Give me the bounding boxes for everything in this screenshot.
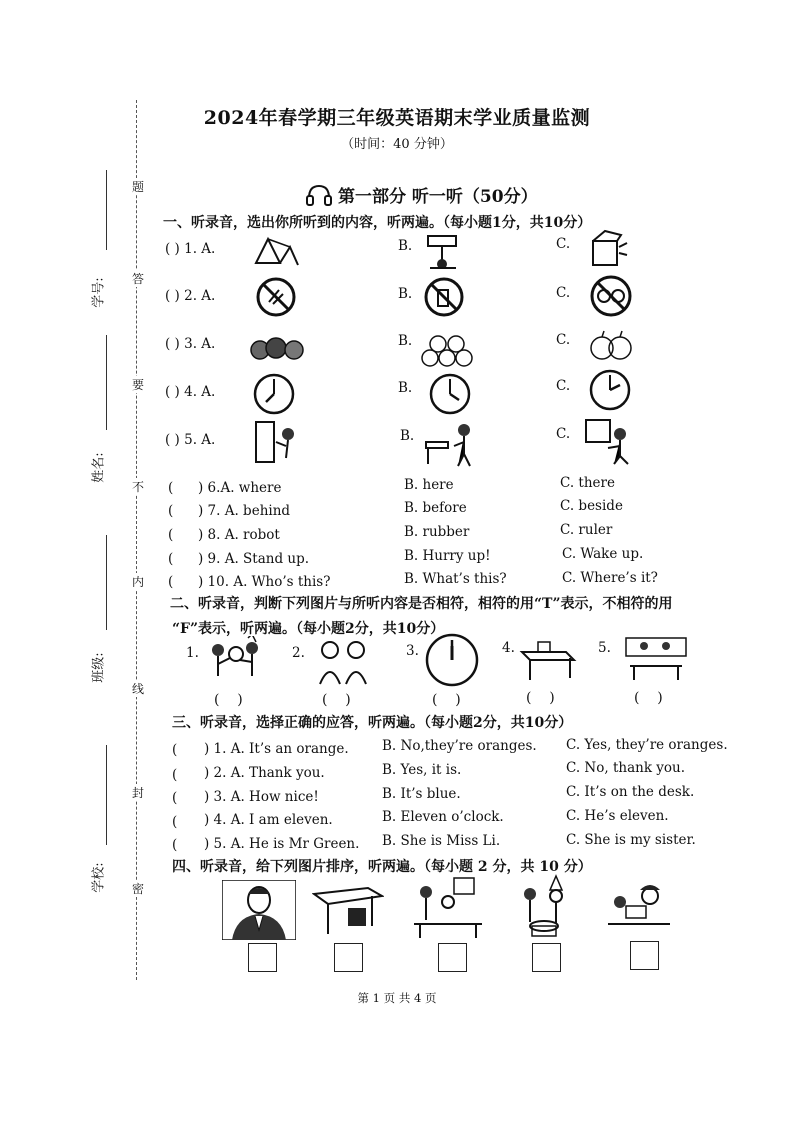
no-talking-sign	[588, 274, 634, 318]
s1-q5-b: B.	[400, 428, 415, 444]
s2-birthday-picture	[204, 636, 266, 688]
s1-q6-c: C. there	[560, 475, 615, 491]
section1-heading: 一、听录音，选出你所听到的内容，听两遍。（每小题1分，共10分）	[163, 215, 592, 231]
section2-heading-line2: “F”表示，听两遍。（每小题2分，共10分）	[172, 621, 445, 637]
s1-q8-b: B. rubber	[404, 524, 470, 540]
s1-q9-a: ) 9. A. Stand up.	[198, 551, 310, 567]
s3-q4-b: B. Eleven o’clock.	[382, 809, 504, 825]
s3-q4-paren[interactable]: (	[172, 814, 178, 830]
part1-title: 第一部分 听一听（50分）	[338, 187, 538, 207]
s1-q6-a: ) 6.A. where	[198, 480, 282, 496]
s1-q1-c: C.	[556, 236, 571, 252]
s1-q10-paren[interactable]: (	[168, 574, 174, 590]
s1-q5-c: C.	[556, 426, 571, 442]
s1-q2-b: B.	[398, 286, 413, 302]
s2-item2-num: 2.	[292, 645, 305, 661]
s1-q7-b: B. before	[404, 500, 467, 516]
s4-order-box-5[interactable]	[630, 941, 659, 970]
s2-item1-num: 1.	[186, 645, 199, 661]
fruits-picture	[250, 330, 306, 364]
s3-q5-paren[interactable]: (	[172, 837, 178, 853]
clock-c-picture	[588, 368, 632, 412]
s4-reading-picture	[604, 880, 674, 936]
s3-q2-b: B. Yes, it is.	[382, 762, 462, 778]
s3-q1-b: B. No,they’re oranges.	[382, 738, 537, 754]
s3-q3-c: C. It’s on the desk.	[566, 784, 695, 800]
s3-q4-a: ) 4. A. I am eleven.	[204, 812, 333, 828]
s2-item1-answer[interactable]: ( )	[214, 692, 243, 708]
clock-a-picture	[252, 372, 296, 416]
class-line[interactable]	[106, 535, 107, 630]
seal-char-8: 密	[132, 882, 145, 896]
s1-q2-c: C.	[556, 285, 571, 301]
student-no-line[interactable]	[106, 170, 107, 250]
section4-heading: 四、听录音，给下列图片排序，听两遍。（每小题 2 分，共 10 分）	[172, 859, 592, 875]
s2-item5-answer[interactable]: ( )	[634, 690, 663, 706]
s1-q10-b: B. What’s this?	[404, 571, 507, 587]
s1-q1-b: B.	[398, 238, 413, 254]
desk-girl-picture	[424, 420, 478, 468]
s3-q1-paren[interactable]: (	[172, 742, 178, 758]
s1-q10-c: C. Where’s it?	[562, 570, 658, 586]
s3-q5-b: B. She is Miss Li.	[382, 833, 501, 849]
s3-q5-a: ) 5. A. He is Mr Green.	[204, 836, 360, 852]
s1-q7-a: ) 7. A. behind	[198, 503, 291, 519]
s3-q3-paren[interactable]: (	[172, 790, 178, 806]
s2-item4-num: 4.	[502, 640, 515, 656]
door-picture	[252, 418, 302, 466]
seal-char-6: 线	[132, 682, 145, 696]
s1-q3-label: ( ) 3. A.	[165, 336, 216, 352]
s1-q3-c: C.	[556, 332, 571, 348]
s4-family-picture	[410, 876, 486, 940]
kite-picture	[250, 233, 304, 273]
s1-q9-b: B. Hurry up!	[404, 548, 491, 564]
seal-char-4: 不	[132, 480, 145, 494]
name-label: 姓名:	[91, 452, 107, 483]
window-boy-picture	[584, 418, 636, 466]
s1-q8-c: C. ruler	[560, 522, 613, 538]
school-line[interactable]	[106, 745, 107, 845]
exam-time: （时间：40 分钟）	[341, 137, 453, 152]
part1-title-row	[306, 182, 538, 207]
headphones-icon	[306, 183, 332, 207]
s2-clock-picture	[424, 632, 480, 688]
s3-q1-c: C. Yes, they’re oranges.	[566, 737, 728, 753]
seal-dashed-line	[136, 100, 137, 980]
s1-q5-label: ( ) 5. A.	[165, 432, 216, 448]
s2-item4-answer[interactable]: ( )	[526, 690, 555, 706]
s4-order-box-3[interactable]	[438, 943, 467, 972]
s1-q8-a: ) 8. A. robot	[198, 527, 280, 543]
s3-q1-a: ) 1. A. It’s an orange.	[204, 741, 349, 757]
class-label: 班级:	[91, 652, 107, 683]
student-no-label: 学号:	[91, 277, 107, 308]
s3-q2-c: C. No, thank you.	[566, 760, 686, 776]
s1-q8-paren[interactable]: (	[168, 527, 174, 543]
lamp-picture	[420, 232, 464, 272]
seal-char-2: 答	[132, 272, 145, 286]
s1-q7-c: C. beside	[560, 498, 623, 514]
s4-order-box-1[interactable]	[248, 943, 277, 972]
clock-b-picture	[428, 372, 472, 416]
oranges-picture	[420, 334, 476, 368]
page-number: 第 1 页 共 4 页	[357, 991, 437, 1005]
seal-char-7: 封	[132, 786, 145, 800]
s4-order-box-4[interactable]	[532, 943, 561, 972]
no-drinking-sign	[423, 276, 465, 318]
name-line[interactable]	[106, 335, 107, 430]
s1-q2-label: ( ) 2. A.	[165, 288, 216, 304]
seal-char-5: 内	[132, 575, 145, 589]
seal-char-1: 题	[132, 180, 145, 194]
s1-q4-label: ( ) 4. A.	[165, 384, 216, 400]
s3-q2-paren[interactable]: (	[172, 767, 178, 783]
s1-q3-b: B.	[398, 333, 413, 349]
box-picture	[585, 225, 629, 269]
s1-q9-c: C. Wake up.	[562, 546, 644, 562]
s1-q1-label: ( ) 1. A.	[165, 241, 216, 257]
section2-heading-line1: 二、听录音，判断下列图片与所听内容是否相符，相符的用“T”表示，不相符的用	[170, 596, 673, 612]
s2-classroom-picture	[624, 632, 688, 684]
s4-order-box-2[interactable]	[334, 943, 363, 972]
s3-q2-a: ) 2. A. Thank you.	[204, 765, 325, 781]
s1-q6-paren[interactable]: (	[168, 480, 174, 496]
s2-item2-answer[interactable]: ( )	[322, 692, 351, 708]
s2-item5-num: 5.	[598, 640, 611, 656]
s3-q3-b: B. It’s blue.	[382, 786, 461, 802]
section3-heading: 三、听录音，选择正确的应答，听两遍。（每小题2分，共10分）	[172, 715, 573, 731]
s3-q3-a: ) 3. A. How nice!	[204, 789, 319, 805]
s1-q10-a: ) 10. A. Who’s this?	[198, 574, 331, 590]
s1-q4-b: B.	[398, 380, 413, 396]
s2-grandparents-picture	[312, 636, 376, 688]
s1-q6-b: B. here	[404, 477, 454, 493]
apples-picture	[588, 328, 634, 362]
s1-q9-paren[interactable]: (	[168, 551, 174, 567]
s4-party-picture	[516, 874, 578, 940]
s3-q4-c: C. He’s eleven.	[566, 808, 669, 824]
s1-q4-c: C.	[556, 378, 571, 394]
s4-desk-picture	[312, 882, 384, 938]
seal-char-3: 要	[132, 378, 145, 392]
s2-item3-answer[interactable]: ( )	[432, 692, 461, 708]
no-eating-sign	[255, 276, 297, 318]
s3-q5-c: C. She is my sister.	[566, 832, 696, 848]
s4-man-picture	[222, 880, 296, 940]
s1-q7-paren[interactable]: (	[168, 503, 174, 519]
school-label: 学校:	[91, 862, 107, 893]
s2-item3-num: 3.	[406, 643, 419, 659]
s2-desk-picture	[518, 634, 578, 684]
exam-title: 2024年春学期三年级英语期末学业质量监测	[203, 107, 591, 129]
